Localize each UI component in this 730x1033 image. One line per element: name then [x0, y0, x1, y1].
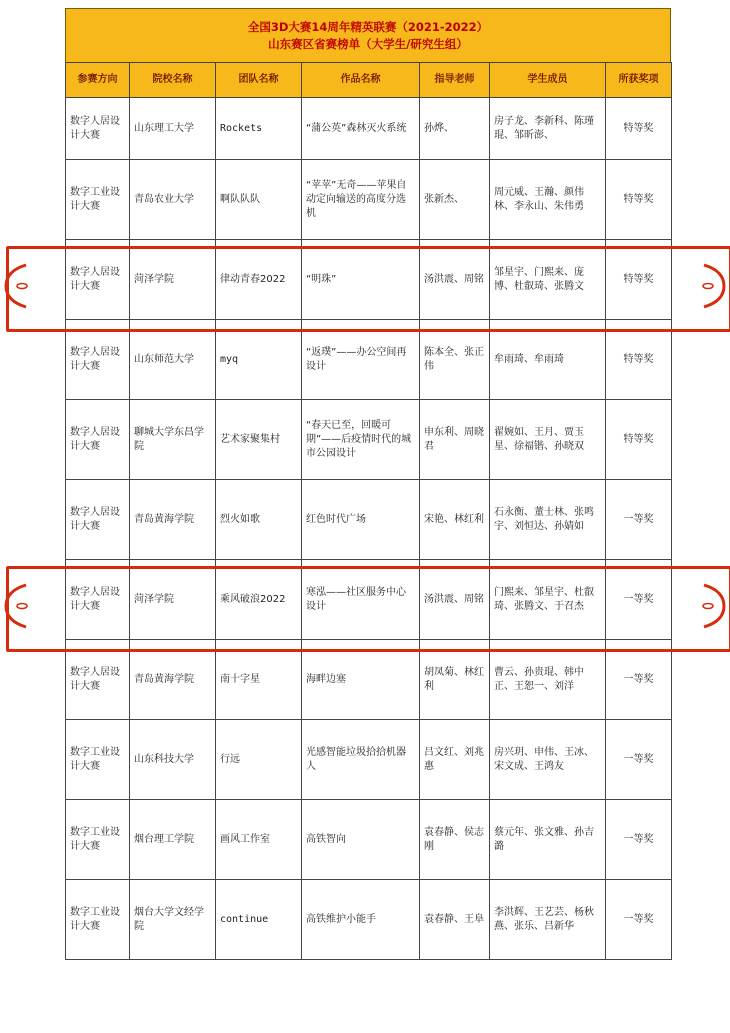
cell-work: “蒲公英”森林灭火系统 [302, 98, 420, 160]
cell-direction: 数字工业设计大赛 [66, 720, 130, 800]
cell-work: “苹苹”无奇——苹果自动定向输送的高度分选机 [302, 160, 420, 240]
sheet-title-line1: 全国3D大赛14周年精英联赛（2021-2022） [247, 19, 489, 34]
sheet-title-line2: 山东赛区省赛榜单（大学生/研究生组） [268, 36, 468, 51]
table-row [66, 480, 672, 560]
ornament-left-2 [2, 583, 28, 629]
table-header-row [66, 63, 672, 98]
cell-students: 门熙来、邹星宇、杜叡琦、张腾文、于召杰 [490, 560, 606, 640]
column-header: 指导老师 [420, 63, 490, 98]
cell-students: 房子龙、李新科、陈瑾琨、邹昕澎、 [490, 98, 606, 160]
cell-advisor: 孙烨、 [420, 98, 490, 160]
cell-award: 一等奖 [606, 640, 672, 720]
cell-award: 特等奖 [606, 98, 672, 160]
table-row [66, 800, 672, 880]
cell-team: 烈火如歌 [216, 480, 302, 560]
cell-team: 艺术家聚集村 [216, 400, 302, 480]
cell-award: 特等奖 [606, 320, 672, 400]
cell-direction: 数字人居设计大赛 [66, 480, 130, 560]
ranking-sheet [65, 8, 671, 960]
cell-team: Rockets [216, 98, 302, 160]
cell-advisor: 汤洪震、周铭 [420, 240, 490, 320]
cell-award: 特等奖 [606, 240, 672, 320]
cell-work: 高铁智向 [302, 800, 420, 880]
cell-award: 一等奖 [606, 720, 672, 800]
cell-direction: 数字人居设计大赛 [66, 320, 130, 400]
cell-direction: 数字人居设计大赛 [66, 400, 130, 480]
cell-award: 特等奖 [606, 160, 672, 240]
cell-students: 牟雨琦、牟雨琦 [490, 320, 606, 400]
cell-advisor: 袁春静、王阜 [420, 880, 490, 960]
cell-students: 翟婉如、王月、贾玉星、徐福锴、孙晓双 [490, 400, 606, 480]
cell-team: 行远 [216, 720, 302, 800]
cell-school: 山东理工大学 [130, 98, 216, 160]
cell-school: 烟台理工学院 [130, 800, 216, 880]
cell-work: 海畔边塞 [302, 640, 420, 720]
cell-school: 菏泽学院 [130, 560, 216, 640]
cell-students: 李洪辉、王艺芸、杨秋燕、张乐、吕新华 [490, 880, 606, 960]
table-row [66, 240, 672, 320]
table-row [66, 880, 672, 960]
cell-team: 画风工作室 [216, 800, 302, 880]
cell-school: 青岛黄海学院 [130, 640, 216, 720]
table-row [66, 98, 672, 160]
ornament-right-1 [702, 263, 728, 309]
cell-work: 红色时代广场 [302, 480, 420, 560]
cell-team: 啊队队队 [216, 160, 302, 240]
cell-award: 一等奖 [606, 800, 672, 880]
cell-direction: 数字工业设计大赛 [66, 800, 130, 880]
cell-team: 律动青春2022 [216, 240, 302, 320]
column-header: 院校名称 [130, 63, 216, 98]
cell-students: 房兴玥、申伟、王冰、宋文成、王鸿友 [490, 720, 606, 800]
cell-students: 石永衡、董士林、张鸣宇、刘恒达、孙婧如 [490, 480, 606, 560]
cell-team: myq [216, 320, 302, 400]
cell-school: 山东科技大学 [130, 720, 216, 800]
cell-school: 山东师范大学 [130, 320, 216, 400]
cell-advisor: 陈本全、张正伟 [420, 320, 490, 400]
column-header: 作品名称 [302, 63, 420, 98]
cell-work: “春天已至，回暖可期”——后疫情时代的城市公园设计 [302, 400, 420, 480]
cell-school: 聊城大学东昌学院 [130, 400, 216, 480]
cell-school: 青岛黄海学院 [130, 480, 216, 560]
cell-team: 南十字星 [216, 640, 302, 720]
ornament-right-2 [702, 583, 728, 629]
column-header: 团队名称 [216, 63, 302, 98]
cell-direction: 数字人居设计大赛 [66, 98, 130, 160]
cell-students: 周元威、王瀚、颜伟林、李永山、朱伟勇 [490, 160, 606, 240]
cell-direction: 数字工业设计大赛 [66, 880, 130, 960]
cell-school: 青岛农业大学 [130, 160, 216, 240]
table-row [66, 720, 672, 800]
cell-direction: 数字人居设计大赛 [66, 560, 130, 640]
table-row [66, 640, 672, 720]
cell-students: 蔡元年、张文雅、孙吉潞 [490, 800, 606, 880]
cell-advisor: 汤洪震、周铭 [420, 560, 490, 640]
cell-advisor: 吕文红、刘兆惠 [420, 720, 490, 800]
cell-students: 曹云、孙贵琨、韩中正、王恕一、刘洋 [490, 640, 606, 720]
cell-work: 光感智能垃圾拾拾机器人 [302, 720, 420, 800]
table-row [66, 560, 672, 640]
cell-students: 邹星宇、门熙来、庞博、杜叡琦、张腾文 [490, 240, 606, 320]
cell-advisor: 胡凤菊、林红利 [420, 640, 490, 720]
table-row [66, 400, 672, 480]
cell-advisor: 袁春静、侯志刚 [420, 800, 490, 880]
table-row [66, 160, 672, 240]
cell-school: 烟台大学文经学院 [130, 880, 216, 960]
column-header: 所获奖项 [606, 63, 672, 98]
cell-advisor: 申东利、周晓君 [420, 400, 490, 480]
column-header: 学生成员 [490, 63, 606, 98]
cell-direction: 数字人居设计大赛 [66, 240, 130, 320]
cell-school: 菏泽学院 [130, 240, 216, 320]
cell-award: 一等奖 [606, 560, 672, 640]
cell-award: 特等奖 [606, 400, 672, 480]
cell-direction: 数字工业设计大赛 [66, 160, 130, 240]
column-header: 参赛方向 [66, 63, 130, 98]
cell-direction: 数字人居设计大赛 [66, 640, 130, 720]
cell-work: 高铁维护小能手 [302, 880, 420, 960]
cell-work: 寒泓——社区服务中心设计 [302, 560, 420, 640]
table-row [66, 320, 672, 400]
cell-advisor: 宋艳、林红利 [420, 480, 490, 560]
ornament-left-1 [2, 263, 28, 309]
award-table [65, 62, 672, 960]
cell-work: “返璞”——办公空间再设计 [302, 320, 420, 400]
cell-team: continue [216, 880, 302, 960]
cell-award: 一等奖 [606, 880, 672, 960]
cell-team: 乘风破浪2022 [216, 560, 302, 640]
cell-advisor: 张新杰、 [420, 160, 490, 240]
cell-work: “明珠” [302, 240, 420, 320]
sheet-title-banner [65, 8, 671, 62]
cell-award: 一等奖 [606, 480, 672, 560]
